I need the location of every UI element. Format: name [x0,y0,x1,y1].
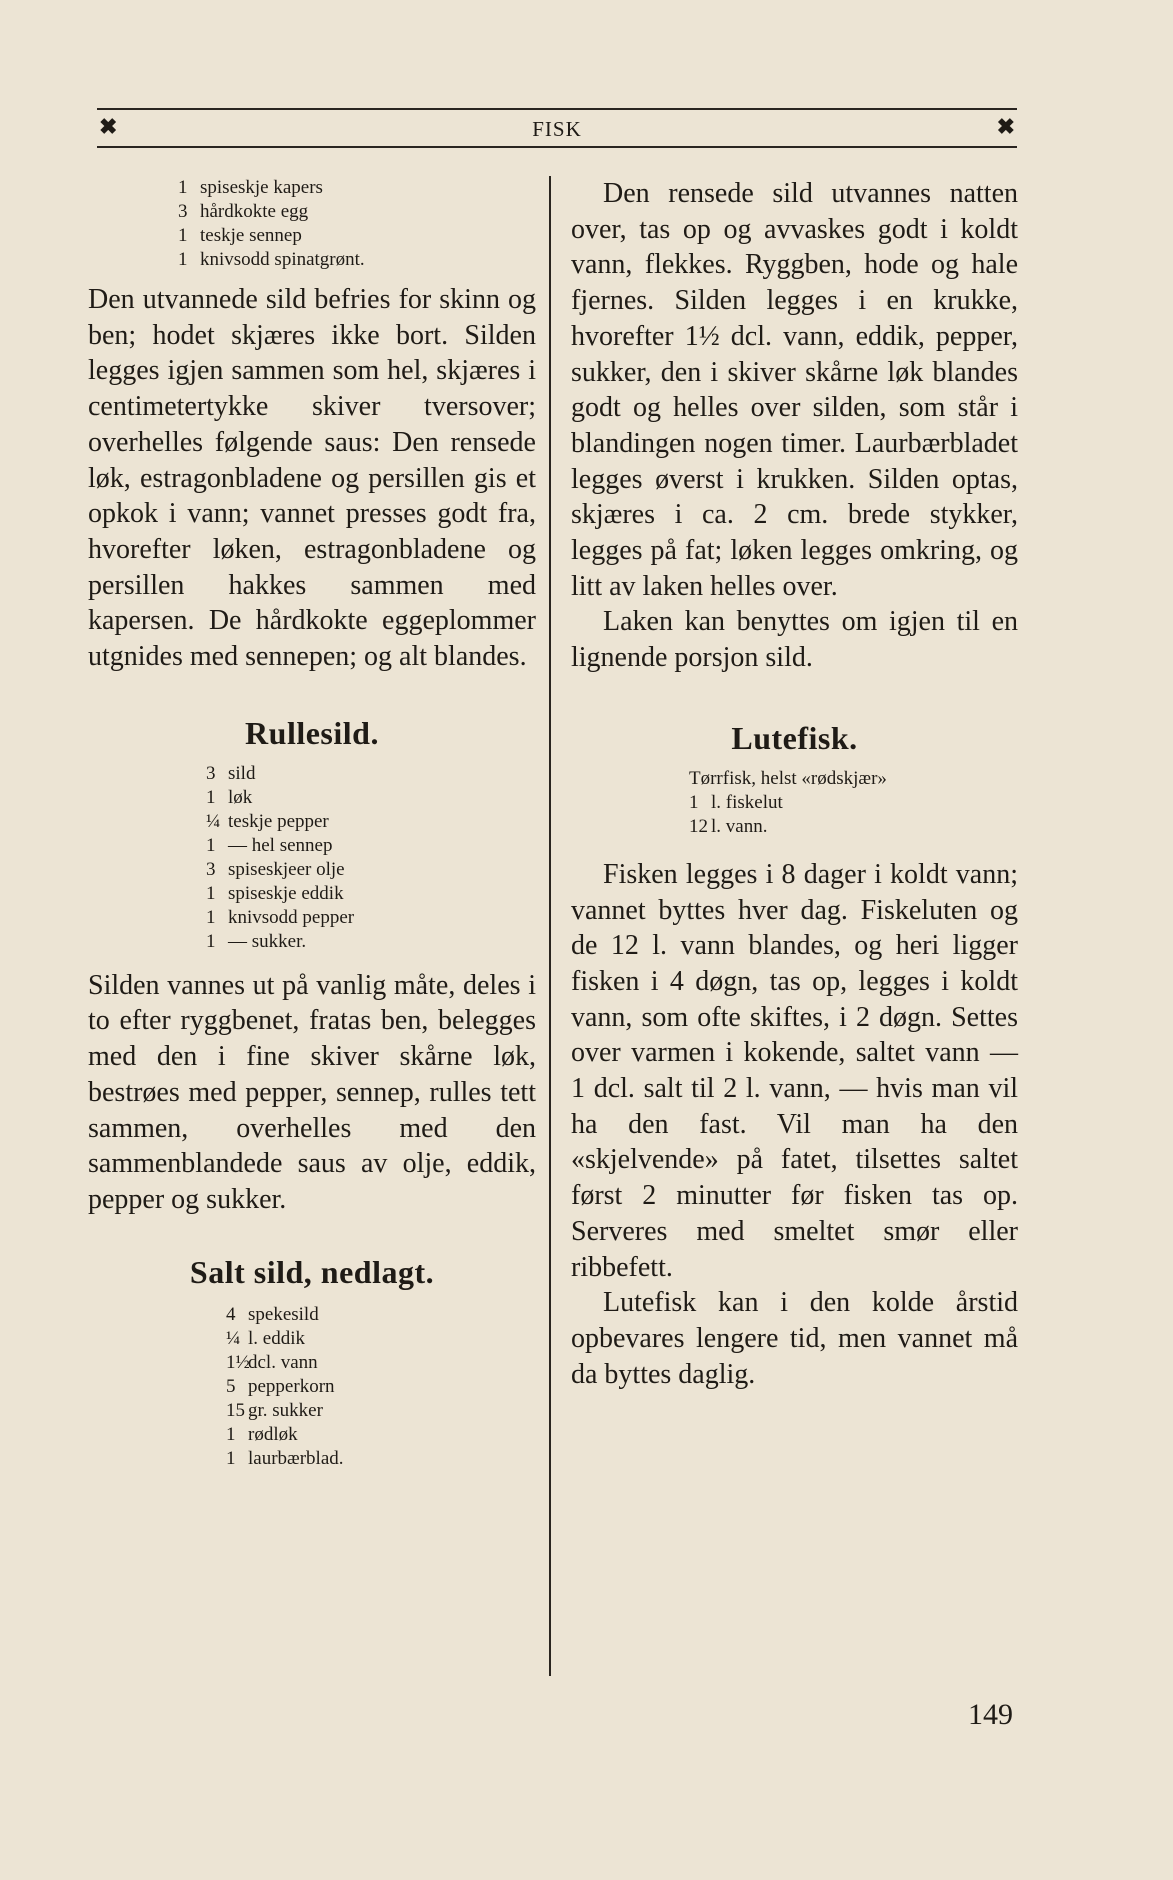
recipe-title-salt-sild: Salt sild, nedlagt. [189,1253,435,1290]
recipe-text: Den utvannede sild befries for skinn og ben; hodet skjæres ikke bort. Silden legges igjen sammen som hel, skjæres i centimetertykke skiver tversover; overhelles følgende saus: Den rensede løk, estragonbladene og persillen gis et opkok i vann; vannet presses godt fra, hvorefter løken, estragonbladene og persillen hakkes sammen med kapersen. De hårdkokte eggeplommer utgnides med sennepen; og alt blandes. [88,284,536,673]
ingredient-item: 4 spekesild [226,1303,319,1325]
ingredient-list-rullesild [88,762,536,954]
ingredient-item: ¼ l. eddik [226,1327,305,1349]
ingredient-list-salt-sild [88,1303,536,1471]
ingredient-list-top [88,176,536,272]
ingredient-list-lutefisk [571,767,1018,839]
ingredient-item: 1 knivsodd spinatgrønt. [178,249,365,270]
ingredient-item: 1 spiseskje kapers [178,177,323,198]
ingredient-item: 3 hårdkokte egg [178,201,309,222]
ingredient-item: 1½dcl. vann [226,1351,318,1373]
header-title: FISK [532,117,582,141]
ingredient-item: 1 laurbærblad. [226,1447,344,1469]
ingredient-item: 1 l. fiskelut [689,791,783,813]
ingredient-item: 1 teskje sennep [178,225,302,246]
ingredient-item: 1 — sukker. [206,930,307,952]
ingredient-item: 1 knivsodd pepper [206,906,355,928]
ingredient-item: 1 løk [206,786,253,808]
left-ornament: ✖ [99,114,118,139]
running-header [97,108,1017,148]
recipe-text: Laken kan benyttes om igjen til en lignende porsjon sild. [571,606,1018,674]
recipe-text: Fisken legges i 8 dager i koldt vann; vannet byttes hver dag. Fiskeluten og de 12 l. vann blandes, og heri ligger fisken i 4 døgn, tas op, legges i koldt vann, som ofte skiftes, i 2 døgn. Settes over varmen i kokende, saltet vann — 1 dcl. salt til 2 l. vann, — hvis man vil ha den fast. Vil man ha den «skjelvende» på fatet, tilsettes saltet først 2 minutter før fisken tas op. Serveres med smeltet smør eller ribbefett. [571,858,1018,1283]
ingredient-item: 3 sild [206,762,256,784]
column-divider [549,176,551,1676]
right-ornament: ✖ [996,114,1015,139]
ingredient-item: ¼ teskje pepper [206,810,329,832]
right-column [571,176,1018,1392]
recipe-text: Den rensede sild utvannes natten over, tas op og avvaskes godt i koldt vann, flekkes. Ryggben, hode og hale fjernes. Silden legges i en krukke, hvorefter 1½ dcl. vann, eddik, pepper, sukker, den i skiver skårne løk blandes godt og helles over silden, som står i blandingen nogen timer. Laurbærbladet legges øverst i krukken. Silden optas, skjæres i ca. 2 cm. brede stykker, legges på fat; løken legges omkring, og litt av laken helles over. [571,178,1018,602]
ingredient-item: 12 l. vann. [689,815,768,837]
ingredient-item: 1 spiseskje eddik [206,882,344,904]
recipe-title-rullesild: Rullesild. [245,714,379,751]
recipe-title-lutefisk: Lutefisk. [731,719,858,756]
ingredient-item: 1 rødløk [226,1423,298,1445]
page-number: 149 [968,1698,1013,1731]
left-column [88,176,536,1471]
recipe-text: Lutefisk kan i den kolde årstid opbevares lengere tid, men vannet må da byttes daglig. [571,1287,1018,1390]
ingredient-item: 15 gr. sukker [226,1399,323,1421]
ingredient-item: Tørrfisk, helst «rødskjær» [689,767,887,789]
recipe-text: Silden vannes ut på vanlig måte, deles i to efter ryggbenet, fratas ben, belegges med den i fine skiver skårne løk, bestrøes med pepper, sennep, rulles tett sammen, overhelles med den sammenblandede saus av olje, eddik, pepper og sukker. [88,969,536,1215]
ingredient-item: 1 — hel sennep [206,834,333,856]
ingredient-item: 5 pepperkorn [226,1375,335,1397]
ingredient-item: 3 spiseskjeer olje [206,858,345,880]
